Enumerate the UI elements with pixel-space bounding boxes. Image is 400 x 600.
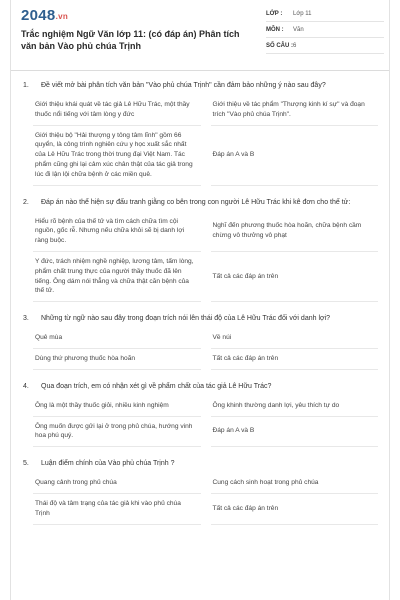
question-text: Đề viết mở bài phân tích văn bản "Vào phủ chúa Trịnh" cần đảm bảo những ý nào sau đây? (41, 82, 326, 89)
answer-option-c[interactable]: Giới thiệu bộ "Hải thượng y tông tâm lĩnh" gồm 66 quyển, là công trình nghiên cứu y học xuất sắc nhất của Lê Hữu Trác trong thời trung đại Việt Nam. Tác phẩm cũng ghi lại cảm xúc chân thật của tác giả trong lúc đi lận lội chữa bệnh ở các miền quê. (33, 126, 201, 186)
answer-options (33, 212, 378, 303)
answer-option-d[interactable]: Tất cả các đáp án trên (211, 494, 379, 525)
answer-option-a[interactable]: Giới thiệu khái quát về tác giả Lê Hữu Trác, một thầy thuốc nổi tiếng với tâm lòng y đức (33, 95, 201, 126)
answer-options (33, 473, 378, 524)
answer-option-b[interactable]: Cung cách sinh hoạt trong phủ chúa (211, 473, 379, 494)
answer-option-a[interactable]: Quê mùa (33, 328, 201, 349)
question-number: 3. (23, 315, 29, 323)
meta-value: 6 (293, 42, 297, 49)
question-text: Đáp án nào thể hiện sự đấu tranh giằng co bên trong con người Lê Hữu Trác khi kê đơn cho thế tử: (41, 198, 351, 206)
answer-option-c[interactable]: Dùng thứ phương thuốc hòa hoãn (33, 349, 201, 370)
question-5 (11, 459, 389, 524)
answer-option-d[interactable]: Đáp án A và B (211, 417, 379, 448)
answer-option-c[interactable]: Ông muốn được gửi lại ở trong phủ chúa, hướng vinh hoa phú quý. (33, 417, 201, 448)
answer-option-d[interactable]: Tất cả các đáp án trên (211, 349, 379, 370)
answer-option-a[interactable]: Ông là một thầy thuốc giỏi, nhiều kinh nghiệm (33, 396, 201, 417)
answer-option-b[interactable]: Giới thiệu về tác phẩm "Thượng kinh kí sự" và đoạn trích "Vào phủ chúa Trịnh". (211, 95, 379, 126)
meta-value: Văn (293, 26, 304, 33)
meta-table (266, 6, 384, 54)
question-text: Qua đoạn trích, em có nhận xét gì về phẩm chất của tác giả Lê Hữu Trác? (41, 382, 272, 390)
answer-option-a[interactable]: Hiểu rõ bệnh của thế tử và tìm cách chữa tìm cội nguồn, gốc rễ. Nhưng nếu chữa khỏi sẽ bị danh lợi ràng buộc. (33, 212, 201, 252)
meta-label: LỚP : (266, 10, 283, 17)
answer-option-d[interactable]: Đáp án A và B (211, 126, 379, 186)
answer-option-d[interactable]: Tất cả các đáp án trên (211, 252, 379, 302)
answer-option-b[interactable]: Nghĩ đến phương thuốc hòa hoãn, chữa bệnh cầm chừng vô thưởng vô phạt (211, 212, 379, 252)
answer-option-a[interactable]: Quang cảnh trong phủ chúa (33, 473, 201, 494)
logo-main: 2048 (21, 7, 56, 24)
page-title: Trắc nghiệm Ngữ Văn lớp 11: (có đáp án) Phân tích văn bản Vào phủ chúa Trịnh (21, 29, 240, 51)
meta-value: Lớp 11 (293, 10, 312, 17)
answer-option-b[interactable]: Ông khinh thường danh lợi, yêu thích tự do (211, 396, 379, 417)
question-1 (11, 81, 389, 186)
question-list (11, 71, 389, 525)
meta-label: SỐ CÂU : (266, 42, 293, 49)
answer-options (33, 95, 378, 186)
meta-row-subject (266, 22, 384, 38)
logo-suffix: .vn (55, 12, 69, 21)
answer-option-c[interactable]: Y đức, trách nhiệm nghề nghiệp, lương tâm, tấm lòng, phẩm chất trung thực của người thầy thuốc đã lên tiếng. Ông dám nói thẳng và chữa thật căn bệnh của thế tử. (33, 252, 201, 302)
answer-options (33, 328, 378, 370)
meta-row-count (266, 38, 384, 54)
page (10, 0, 390, 600)
question-number: 2. (23, 198, 29, 206)
question-2 (11, 198, 389, 303)
question-3 (11, 314, 389, 370)
header (11, 0, 389, 71)
answer-option-b[interactable]: Về núi (211, 328, 379, 349)
question-number: 5. (23, 460, 29, 468)
question-text: Những từ ngữ nào sau đây trong đoạn trích nói lên thái độ của Lê Hữu Trác đối với danh lợi? (41, 315, 331, 323)
site-logo[interactable] (21, 7, 68, 24)
question-number: 4. (23, 382, 29, 390)
meta-row-class (266, 6, 384, 22)
answer-option-c[interactable]: Thái độ và tâm trạng của tác giả khi vào phủ chúa Trịnh (33, 494, 201, 525)
question-text: Luận điểm chính của Vào phủ chúa Trịnh ? (41, 460, 175, 468)
meta-label: MÔN : (266, 26, 284, 33)
answer-options (33, 396, 378, 447)
question-number: 1. (23, 82, 29, 89)
question-4 (11, 382, 389, 447)
